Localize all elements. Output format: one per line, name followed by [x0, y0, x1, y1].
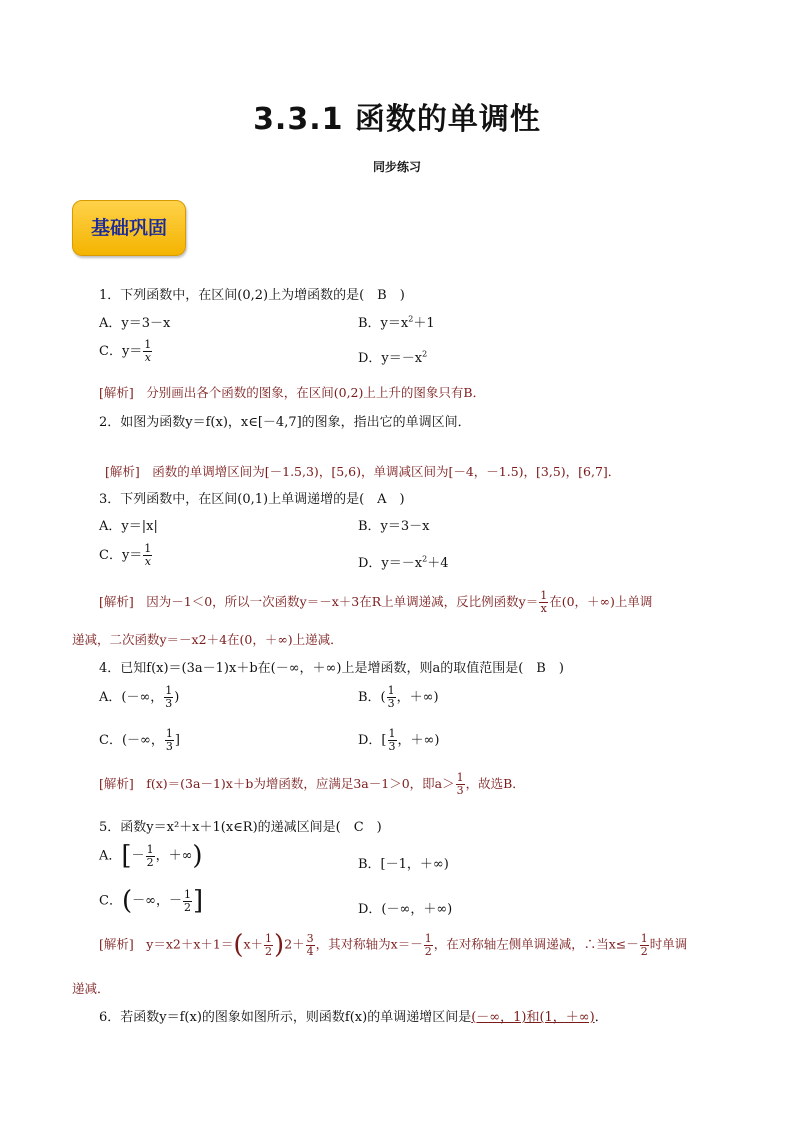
fraction: $\frac{1}{x}$ — [540, 589, 548, 615]
page-title: 3.3.1 函数的单调性 — [253, 102, 541, 137]
fraction: $\frac{1}{2}$ — [146, 842, 154, 869]
fraction: $\frac{1}{3}$ — [165, 727, 173, 753]
fraction: $\frac{1}{3}$ — [165, 684, 173, 710]
question-1-stem: 1．下列函数中，在区间(0,2)上为增函数的是( B ) — [99, 288, 405, 303]
q5-option-c: C．(－∞，－ $\frac{1}{2}$ ] — [99, 886, 204, 916]
fraction: $\frac{1}{3}$ — [387, 684, 395, 710]
question-6-stem: 6．若函数y＝f(x)的图象如图所示，则函数f(x)的单调递增区间是(－∞，1)和(1，＋∞)． — [99, 1010, 608, 1025]
q3-analysis: [解析] 因为－1＜0，所以一次函数y＝－x＋3在R上单调递减，反比例函数y＝ $\frac{1}{x}$ 在(0，＋∞)上单调 — [99, 589, 653, 615]
q3-option-a: A．y＝|x| — [99, 519, 158, 534]
q5-option-b: B．[－1，＋∞) — [358, 857, 449, 872]
q1-option-c: C．y＝ $\frac{1}{x}$ — [99, 338, 152, 364]
q4-option-d: D．[ $\frac{1}{3}$ ，＋∞) — [358, 727, 440, 753]
fraction: $\frac{1}{2}$ — [265, 931, 273, 958]
fraction: $\frac{1}{2}$ — [640, 931, 648, 958]
q4-option-a: A．(－∞， $\frac{1}{3}$ ) — [99, 684, 180, 710]
fraction: $\frac{1}{x}$ — [144, 542, 152, 568]
q5-analysis: [解析] y＝x2＋x＋1＝(x＋ $\frac{1}{2}$ )2＋ $\frac{3}{4}$ ，其对称轴为x＝－ $\frac{1}{2}$ ，在对称轴左侧单调递减，∴当x≤－ $\frac{1}{2}$ 时单调 — [99, 930, 688, 960]
q3-analysis-line2: 递减，二次函数y＝－x2＋4在(0，＋∞)上递减． — [72, 632, 343, 647]
q1-option-d: D．$y=-x^2$ — [358, 349, 428, 366]
question-4-stem: 4．已知f(x)＝(3a－1)x＋b在(－∞，＋∞)上是增函数，则a的取值范围是( B ) — [99, 661, 564, 676]
question-3-stem: 3．下列函数中，在区间(0,1)上单调递增的是( A ) — [99, 492, 405, 507]
q1-option-a: A．y＝3－x — [99, 316, 171, 331]
q5-analysis-line2: 递减． — [72, 981, 110, 996]
q4-option-c: C．(－∞， $\frac{1}{3}$ ] — [99, 727, 180, 753]
fraction: $\frac{1}{3}$ — [388, 727, 396, 753]
fraction: $\frac{1}{x}$ — [144, 338, 152, 364]
q6-answer: (－∞，1)和(1，＋∞) — [471, 1010, 595, 1025]
question-2-stem: 2．如图为函数y＝f(x)，x∈[－4,7]的图象，指出它的单调区间． — [99, 415, 471, 430]
fraction: $\frac{3}{4}$ — [306, 931, 314, 958]
q1-option-b: B．$y=x^2+1$ — [358, 314, 435, 331]
q3-option-c: C．y＝ $\frac{1}{x}$ — [99, 542, 152, 568]
fraction: $\frac{1}{3}$ — [456, 771, 464, 797]
q4-analysis: [解析] f(x)＝(3a－1)x＋b为增函数，应满足3a－1＞0，即a＞ $\frac{1}{3}$ ，故选B． — [99, 771, 525, 797]
q2-analysis: [解析] 函数的单调增区间为[－1.5,3)，[5,6)，单调减区间为[－4，－1.5)，[3,5)，[6,7]． — [105, 464, 621, 479]
section-badge-label: 基础巩固 — [90, 217, 167, 239]
page-subtitle: 同步练习 — [372, 160, 421, 174]
q3-option-b: B．y＝3－x — [358, 519, 430, 534]
q1-analysis: [解析] 分别画出各个函数的图象，在区间(0,2)上上升的图象只有B． — [99, 385, 486, 400]
fraction: $\frac{1}{2}$ — [183, 887, 191, 914]
q5-option-d: D．(－∞，＋∞) — [358, 902, 453, 917]
question-5-stem: 5．函数y＝x²＋x＋1(x∈R)的递减区间是( C ) — [99, 820, 382, 835]
q4-option-b: B．( $\frac{1}{3}$ ，＋∞) — [358, 684, 439, 710]
q3-option-d: D．$y=-x^2+4$ — [358, 554, 449, 571]
section-badge — [72, 200, 186, 256]
fraction: $\frac{1}{2}$ — [424, 931, 432, 958]
q5-option-a: A．[－ $\frac{1}{2}$ ，＋∞) — [99, 841, 203, 871]
